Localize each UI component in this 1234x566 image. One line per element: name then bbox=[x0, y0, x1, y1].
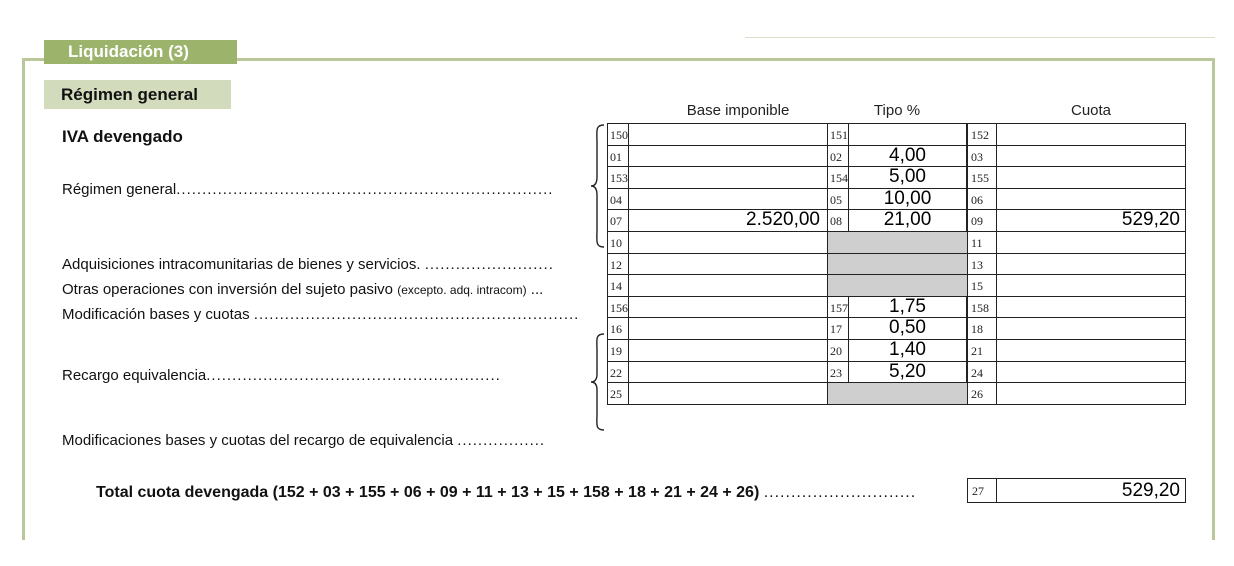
frame-top-faint bbox=[745, 37, 1215, 38]
tipo-value: 4,00 bbox=[889, 145, 926, 166]
cuota-code: 152 bbox=[971, 128, 989, 142]
label-otras-operaciones: Otras operaciones con inversión del sujeto pasivo (excepto. adq. intracom) ... bbox=[62, 281, 544, 298]
base-code: 19 bbox=[610, 344, 622, 358]
cuota-field[interactable] bbox=[996, 361, 1186, 384]
tipo-disabled-field bbox=[827, 382, 969, 405]
base-field[interactable] bbox=[628, 382, 828, 405]
base-field[interactable] bbox=[628, 296, 828, 319]
base-field[interactable] bbox=[628, 231, 828, 254]
cuota-code: 155 bbox=[971, 171, 989, 185]
base-code: 01 bbox=[610, 150, 622, 164]
cuota-field[interactable] bbox=[996, 166, 1186, 189]
tipo-value: 21,00 bbox=[883, 209, 932, 230]
tipo-field[interactable] bbox=[848, 123, 967, 146]
total-value: 529,20 bbox=[1121, 480, 1180, 501]
total-label: Total cuota devengada (152 + 03 + 155 + 06 + 09 + 11 + 13 + 15 + 158 + 18 + 21 + 24 + 26) ............................ bbox=[96, 484, 917, 501]
base-field[interactable] bbox=[628, 166, 828, 189]
column-header-base: Base imponible bbox=[686, 102, 790, 119]
base-field[interactable] bbox=[628, 317, 828, 340]
tipo-code: 154 bbox=[830, 171, 848, 185]
cuota-code: 21 bbox=[971, 344, 983, 358]
cuota-field[interactable] bbox=[996, 274, 1186, 297]
tipo-code: 20 bbox=[830, 344, 842, 358]
tipo-disabled-field bbox=[827, 274, 969, 297]
tipo-value: 1,75 bbox=[889, 296, 926, 317]
cuota-code: 15 bbox=[971, 279, 983, 293]
brace-regimen-general bbox=[589, 123, 607, 249]
base-field[interactable] bbox=[628, 274, 828, 297]
base-value: 2.520,00 bbox=[746, 209, 820, 230]
iva-devengado-heading: IVA devengado bbox=[62, 127, 183, 146]
tipo-disabled-field bbox=[827, 253, 969, 276]
tipo-value: 5,00 bbox=[889, 166, 926, 187]
cuota-code: 03 bbox=[971, 150, 983, 164]
tipo-code: 23 bbox=[830, 366, 842, 380]
cuota-code: 158 bbox=[971, 301, 989, 315]
frame-top-right bbox=[237, 58, 1215, 61]
base-field[interactable] bbox=[628, 339, 828, 362]
cuota-field[interactable] bbox=[996, 382, 1186, 405]
tipo-code: 02 bbox=[830, 150, 842, 164]
tipo-code: 08 bbox=[830, 214, 842, 228]
base-field[interactable] bbox=[628, 361, 828, 384]
base-field[interactable] bbox=[628, 123, 828, 146]
cuota-code: 13 bbox=[971, 258, 983, 272]
base-field[interactable] bbox=[628, 253, 828, 276]
cuota-field[interactable] bbox=[996, 145, 1186, 168]
label-modificacion: Modificación bases y cuotas ............................................................... bbox=[62, 306, 580, 323]
label-regimen-general: Régimen general......................................................................... bbox=[62, 181, 554, 198]
base-code: 07 bbox=[610, 214, 622, 228]
brace-recargo bbox=[589, 332, 607, 432]
tipo-value: 5,20 bbox=[889, 361, 926, 382]
cuota-field[interactable] bbox=[996, 296, 1186, 319]
cuota-value: 529,20 bbox=[1121, 209, 1180, 230]
label-recargo: Recargo equivalencia......................................................... bbox=[62, 367, 501, 384]
tipo-code: 151 bbox=[830, 128, 848, 142]
label-modificaciones-recargo: Modificaciones bases y cuotas del recargo de equivalencia ................. bbox=[62, 432, 546, 449]
cuota-code: 24 bbox=[971, 366, 983, 380]
tipo-code: 157 bbox=[830, 301, 848, 315]
cuota-field[interactable] bbox=[996, 253, 1186, 276]
cuota-code: 09 bbox=[971, 214, 983, 228]
base-code: 10 bbox=[610, 236, 622, 250]
base-code: 04 bbox=[610, 193, 622, 207]
section-title: Liquidación (3) bbox=[44, 40, 237, 64]
cuota-field[interactable] bbox=[996, 339, 1186, 362]
base-code: 150 bbox=[610, 128, 628, 142]
column-header-tipo: Tipo % bbox=[873, 102, 921, 119]
base-field[interactable] bbox=[628, 145, 828, 168]
tipo-value: 1,40 bbox=[889, 339, 926, 360]
section-subtitle: Régimen general bbox=[44, 80, 231, 109]
tipo-code: 05 bbox=[830, 193, 842, 207]
cuota-code: 06 bbox=[971, 193, 983, 207]
base-code: 12 bbox=[610, 258, 622, 272]
tipo-disabled-field bbox=[827, 231, 969, 254]
frame-top-left bbox=[22, 58, 44, 61]
column-header-cuota: Cuota bbox=[1070, 102, 1112, 119]
cuota-field[interactable] bbox=[996, 188, 1186, 211]
total-code: 27 bbox=[972, 484, 984, 498]
base-code: 16 bbox=[610, 322, 622, 336]
base-code: 14 bbox=[610, 279, 622, 293]
frame-right bbox=[1212, 58, 1215, 540]
base-code: 25 bbox=[610, 387, 622, 401]
cuota-field[interactable] bbox=[996, 123, 1186, 146]
base-code: 156 bbox=[610, 301, 628, 315]
cuota-field[interactable] bbox=[996, 231, 1186, 254]
base-code: 153 bbox=[610, 171, 628, 185]
tipo-code: 17 bbox=[830, 322, 842, 336]
label-adquisiciones: Adquisiciones intracomunitarias de bienes y servicios. ......................... bbox=[62, 256, 554, 273]
base-code: 22 bbox=[610, 366, 622, 380]
cuota-code: 18 bbox=[971, 322, 983, 336]
tipo-value: 10,00 bbox=[883, 188, 932, 209]
cuota-code: 26 bbox=[971, 387, 983, 401]
cuota-code: 11 bbox=[971, 236, 983, 250]
base-field[interactable] bbox=[628, 188, 828, 211]
frame-left bbox=[22, 58, 25, 540]
tipo-value: 0,50 bbox=[889, 317, 926, 338]
cuota-field[interactable] bbox=[996, 317, 1186, 340]
